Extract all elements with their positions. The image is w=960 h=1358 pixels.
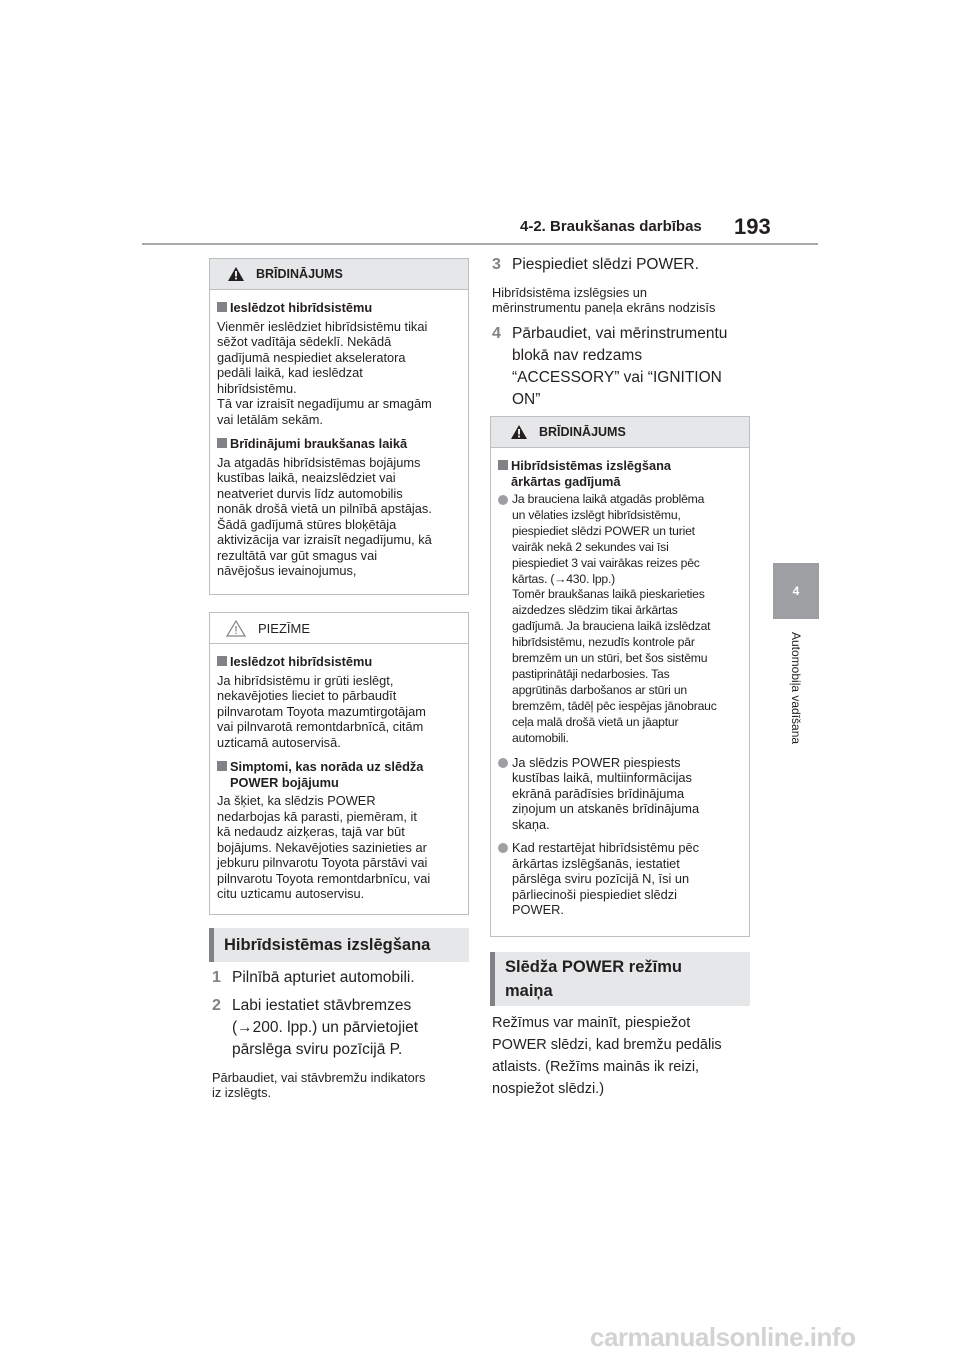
- square-bullet-icon: [498, 460, 508, 470]
- chapter-number: 4: [792, 584, 800, 598]
- step-item: 2 Labi iestatiet stāvbremzes (→200. lpp.) un pārvietojiet pārslēga sviru pozīcijā P.: [212, 997, 419, 1058]
- note-header: [210, 613, 468, 644]
- step-note: Hibrīdsistēma izslēgsies un mērinstrumentu paneļa ekrāns nodzisīs: [492, 285, 716, 315]
- warning-title: BRĪDINĀJUMS: [539, 425, 626, 439]
- header-divider: [142, 243, 818, 245]
- chapter-tab: [773, 563, 819, 619]
- note-box: [209, 612, 469, 915]
- warning-title: BRĪDINĀJUMS: [256, 267, 343, 281]
- warning-header: [210, 259, 468, 290]
- watermark: carmanualsonline.info: [590, 1322, 856, 1352]
- step-item: 1 Pilnībā apturiet automobili.: [212, 969, 415, 986]
- round-bullet-icon: [498, 843, 508, 853]
- caution-triangle-icon: [226, 620, 246, 637]
- chapter-title: Automobiļa vadīšana: [789, 632, 803, 745]
- warning-triangle-icon: [228, 267, 244, 281]
- bullet-item: Ja brauciena laikā atgadās problēma un vēlaties izslēgt hibrīdsistēmu, piespiediet slēdzi POWER un turiet vairāk nekā 2 sekundes vai īsi piespiediet 3 vai vairākas reizes pēc kārtas. (→430. lpp.) Tomēr braukšanas laikā pieskarieties aizdedzes slēdzim tikai ārkārtas gadījumā. Ja brauciena laikā izslēdzat hibrīdsistēmu, nezudīs kontrole pār bremzēm un un stūri, bet šos sistēmu pastiprinātāji nedarbosies. Tas apgrūtinās darbošanos ar stūri un bremzēm, tādēļ pēc iespējas jānobrauc ceļa malā drošā vietā un jāaptur automobili.: [498, 492, 741, 747]
- note-text: Ja šķiet, ka slēdzis POWER nedarbojas kā parasti, piemēram, it kā nedaudz aizķeras, tajā var būt bojājums. Nekavējoties sazinieties ar jebkuru pilnvarotu Toyota pārstāvi vai pilnvarotu Toyota remontdarbnīcu, vai citu uzticamu autoservisu.: [217, 793, 431, 901]
- step-item: 4 Pārbaudiet, vai mērinstrumentu blokā nav redzams “ACCESSORY” vai “IGNITION ON”: [492, 325, 728, 408]
- warning-text: Vienmēr ieslēdziet hibrīdsistēmu tikai sēžot vadītāja sēdeklī. Nekādā gadījumā nespiediet akseleratora pedāli laikā, kad ieslēdzat hibrīdsistēmu. Tā var izraisīt negadījumu ar smagām vai letālām sekām.: [217, 318, 432, 427]
- steps-list-continued: [492, 254, 752, 411]
- warning-subtitle: Brīdinājumi braukšanas laikā: [217, 436, 460, 452]
- square-bullet-icon: [217, 656, 227, 666]
- section-text: Režīmus var mainīt, piespiežot POWER slēdzi, kad bremžu pedālis atlaists. (Režīms mainās ik reizi, nospiežot slēdzi.): [492, 1015, 722, 1097]
- warning-subtitle: Ieslēdzot hibrīdsistēmu: [217, 300, 460, 316]
- step-note: Pārbaudiet, vai stāvbremžu indikators iz izslēgts.: [212, 1070, 426, 1100]
- round-bullet-icon: [498, 495, 508, 505]
- warning-box: [490, 416, 750, 937]
- note-text: Ja hibrīdsistēmu ir grūti ieslēgt, nekavējoties lieciet to pārbaudīt pilnvarotam Toyota mazumtirgotājam vai pilnvarotā remontdarbnīcā, citām uzticamā autoservisā.: [217, 672, 426, 750]
- section-heading: Slēdža POWER režīmu maiņa: [490, 952, 750, 1006]
- bullet-item: Kad restartējat hibrīdsistēmu pēc ārkārtas izslēgšanās, iestatiet pārslēga sviru pozīcijā N, īsi un pārliecinoši piespiediet slēdzi POWER.: [498, 840, 741, 918]
- warning-subtitle: Hibrīdsistēmas izslēgšana ārkārtas gadījumā: [498, 458, 741, 489]
- warning-text: Ja atgadās hibrīdsistēmas bojājums kustības laikā, neaizslēdziet vai neatveriet durvis līdz automobilis nonāk drošā vietā un pilnībā apstājas. Šādā gadījumā stūres bloķētāja aktivizācija var izraisīt negadījumu, kā rezultātā var gūt smagus vai nāvējošus ievainojumus,: [217, 454, 432, 578]
- note-subtitle: Simptomi, kas norāda uz slēdža POWER bojājumu: [217, 759, 460, 790]
- bullet-item: Ja slēdzis POWER piespiests kustības laikā, multiinformācijas ekrānā parādīsies brīdinājuma ziņojum un atskanēs brīdinājuma skaņa.: [498, 755, 741, 833]
- square-bullet-icon: [217, 761, 227, 771]
- step-item: 3 Piespiediet slēdzi POWER.: [492, 256, 699, 273]
- section-title: 4-2. Braukšanas darbības: [520, 218, 702, 235]
- page-number: 193: [734, 214, 771, 239]
- steps-list: [212, 967, 472, 1100]
- warning-header: [491, 417, 749, 448]
- square-bullet-icon: [217, 438, 227, 448]
- square-bullet-icon: [217, 302, 227, 312]
- note-subtitle: Ieslēdzot hibrīdsistēmu: [217, 654, 460, 670]
- note-title: PIEZĪME: [258, 620, 311, 636]
- warning-box: [209, 258, 469, 595]
- round-bullet-icon: [498, 758, 508, 768]
- warning-triangle-icon: [511, 425, 527, 439]
- section-heading: Hibrīdsistēmas izslēgšana: [209, 928, 469, 962]
